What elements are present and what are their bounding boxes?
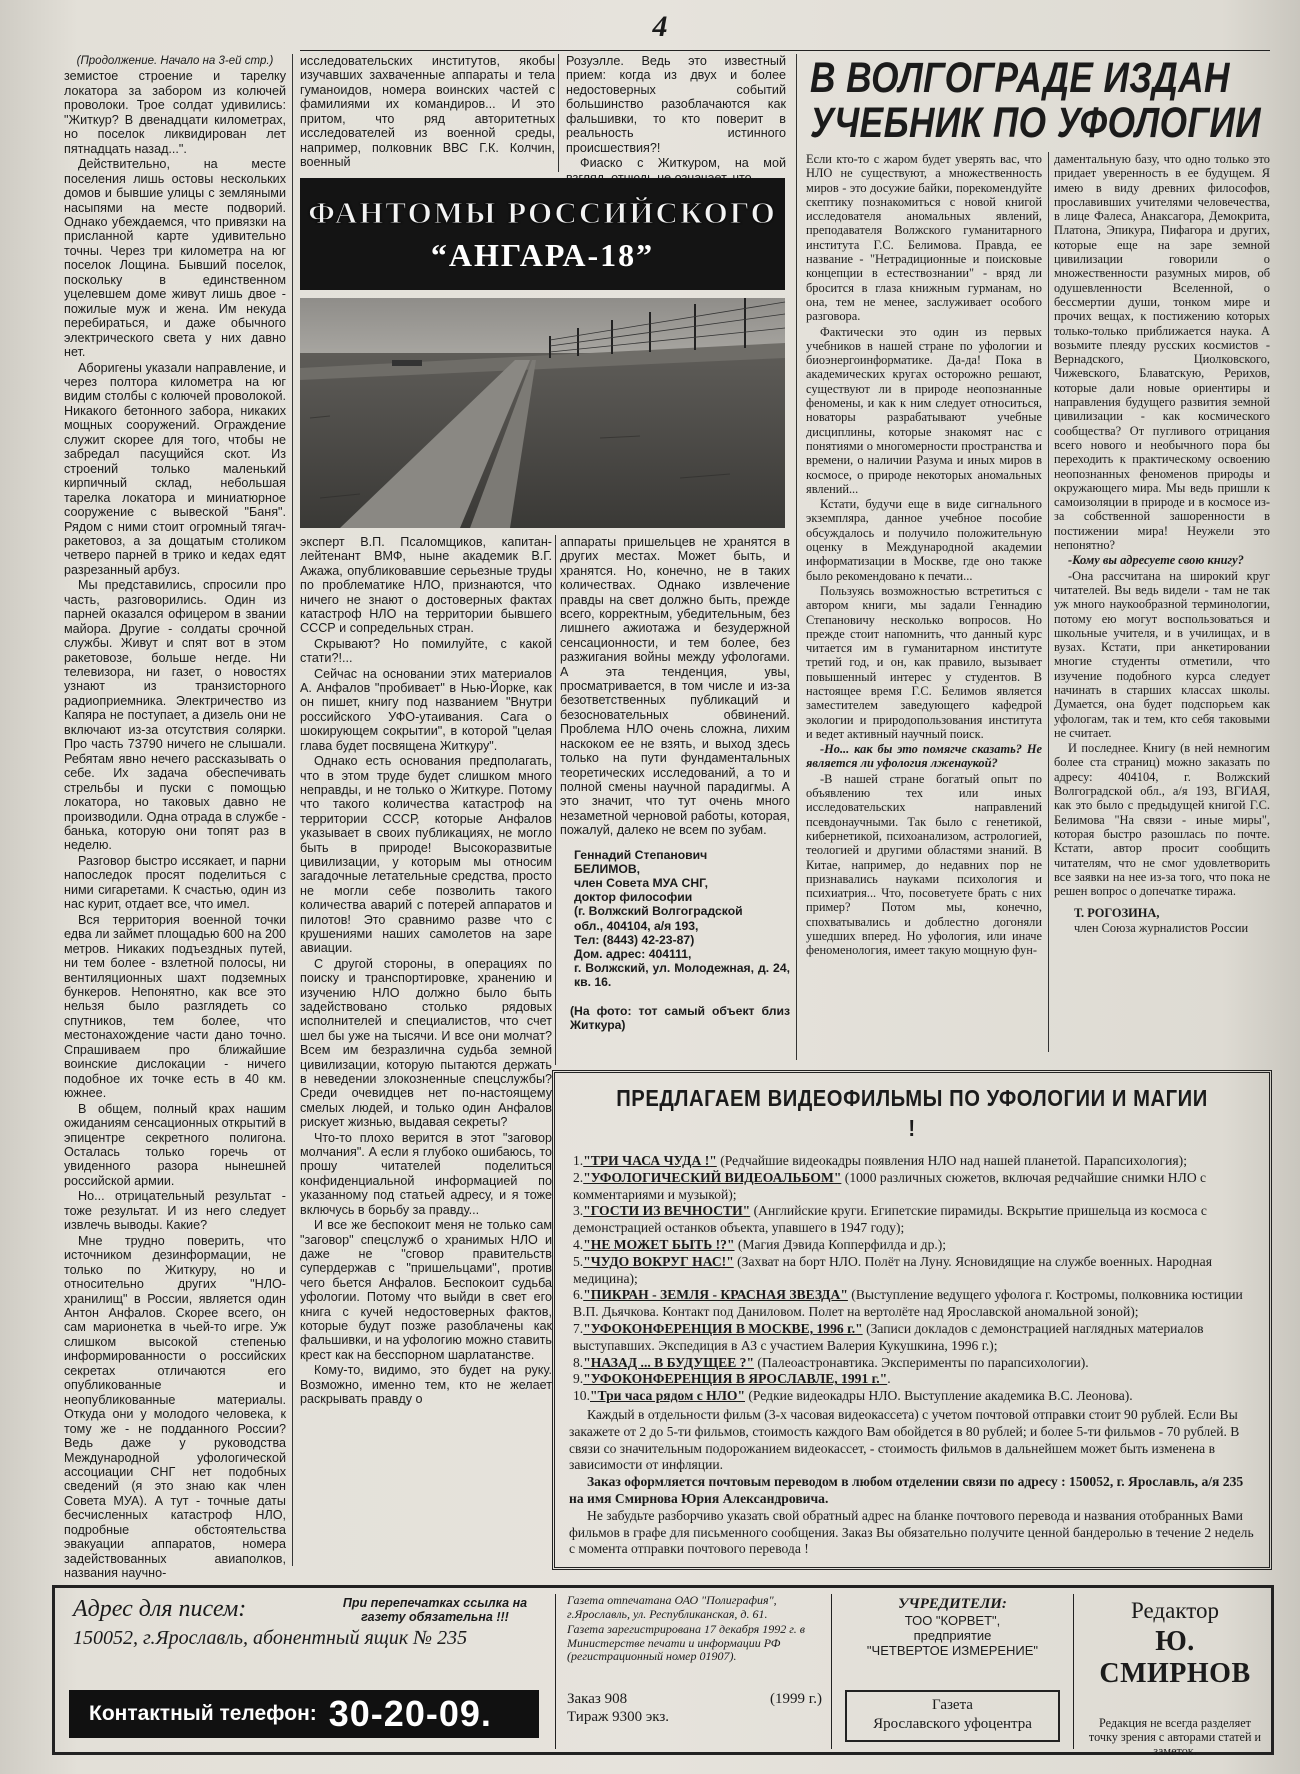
phone-label: Контактный телефон: [89,1702,317,1725]
paragraph: В общем, полный крах нашим ожиданиям сенсационных открытий в эпицентре секретного полигона. Осталась только горечь от увиденного разора нынешней российской армии. [64,1101,286,1188]
signature-line: Тел: (8443) 42-23-87) [574,932,695,947]
printed-at: Газета отпечатана ОАО "Полиграфия", г.Ярославль, ул. Республиканская, д. 61. [567,1593,777,1621]
paragraph: даментальную базу, что одно только это придает уверенность в ее будущем. Я имею в виду древних философов, прославивших учителями человечества, в лице Фалеса, Анаксагора, Демокрита, Платона, Эпикура, Пифагора и других, которые еще на заре земной цивилизации говорили о множественности разумных миров, об одушевленности Вселенной, о бессмертии души, тонком мире и прочих вещах, к постижению которых только-только приближается наука. А возьмите плеяду русских космистов - Вернадского, Циолковского, Чижевского, Блаватскую, Рерихов, которые дали новые ориентиры и направления будущего развития земной цивилизации - как космического сообщества? От пугливого отрицания всего нового и необычного пора бы переходить к практическому освоению неопознанных феноменов природы и окружающего мира. Мы ведь пришли к самоизоляции в природе и в космосе из-за собственной зашоренности в постижении мира! Неужели это непонятно? [1054,152,1270,553]
film-title: "ГОСТИ ИЗ ВЕЧНОСТИ" [583,1203,751,1219]
paragraph: -Она рассчитана на широкий круг читателей. Вы ведь видели - там не так уж много наукообразной терминологии, потому ею могут воспользоваться и школьные учителя, и в училищах, и в вузах. Кстати, при анкетировании многие студенты отметили, что изучение подобного курса следует начинать в старших классах школы. Думается, она будет подспорьем как уфологам, так и тем, кто себя таковыми не считает. [1054,568,1270,740]
paragraph: исследовательских институтов, якобы изучавших захваченные аппараты и тела гуманоидов, номера воинских частей с фамилиями их командиров... И это притом, что ряд авторитетных исследователей из военной среды, например, полковник ВВС Г.К. Колчин, военный [300,54,555,170]
film-list [569,1153,1255,1405]
paragraph: Действительно, на месте поселения лишь остовы нескольких домов и бывшие улицы с земляными насыпями на месте подворий. Однако убеждаемся, что привязки на присланной карте удивительно точны. Через три километра на юг поселок Лощина. Бывший поселок, поскольку в единственном уцелевшем доме живут лишь двое - пожилые муж и жена. Им некуда перебираться, и даже обычного электрического света у них давно нет. [64,157,286,360]
film-description: (Магия Дэвида Копперфилда и др.); [734,1236,947,1252]
founders-title: УЧРЕДИТЕЛИ: [898,1596,1007,1612]
paragraph: Скрывают? Но помилуйте, с какой стати?!... [300,636,552,666]
paragraph: Разговор быстро иссякает, и парни напоследок просят поделиться с ними сигаретами. К счастью, один из нас курит, отдает все, что имел. [64,853,286,912]
founder-line: "ЧЕТВЕРТОЕ ИЗМЕРЕНИЕ" [866,1643,1039,1658]
paragraph: С другой стороны, в операциях по поиску и транспортировке, хранению и изучению НЛО должно было быть задействовано столько рядовых исполнителей и специалистов, что счет шел бы уже на тысячи. И все они молчат? Всем им безразлична судьба земной цивилизации, которую пытаются держать в неведении злокозненные спецслужбы? Среди очевидцев нет по-настоящему смелых людей, и только один Анфалов рискует жизнью, выдавая секреты? [300,956,552,1130]
film-item [569,1237,1255,1254]
column-rule [796,54,797,1060]
film-description: (Выступление ведущего уфолога г. Костромы, полковника юстиции В.П. Дьячкова. Контакт под Даниловом. Полет на вертолёте над Ярославской аномальной зоной); [573,1287,1243,1320]
film-description: (Редкие видеокадры НЛО. Выступление академика В.С. Леонова). [745,1388,1133,1404]
gazeta-box [845,1690,1060,1742]
paragraph: Мне трудно поверить, что источником дезинформации, не только по Житкуру, но и относительно других "НЛО-хранилищ" в России, является один Антон Анфалов. Скорее всего, он сам марионетка в чьей-то игре. Уж слишком высокой степенью информированности о российских секретах отличаются его опубликованные и неопубликованные материалы. Откуда они у молодого человека, к тому же - не подданного России? Ведь даже у руководства Международной уфологической ассоциации СНГ нет подобных сведений (я это знаю как член Совета МУА). А тут - точные даты бесчисленных катастроф НЛО, подробные обстоятельства эвакуации аппаратов, номера задействованных авиаполков, названия научно- [64,1233,286,1581]
paragraph: Сейчас на основании этих материалов А. Анфалов "пробивает" в Нью-Йорке, как он пишет, книгу под названием "Внутри российского УФО-утаивания. Сага о шокирующем сокрытии", в которой "целая глава будет посвящена Житкуру". [300,666,552,753]
article-column-3 [560,535,790,1055]
film-description: (Редчайшие видеокадры появления НЛО над нашей планетой. Парапсихология); [716,1153,1187,1168]
film-item [569,1287,1255,1321]
film-title: "УФОКОНФЕРЕНЦИЯ В ЯРОСЛАВЛЕ, 1991 г." [583,1371,888,1387]
film-description: (Записи докладов с демонстрацией наглядных материалов выступавших. Экспедиция в АЗ с участием Валерия Кукушкина, 1996 г.); [573,1320,1204,1353]
textbook-headline [810,54,1262,151]
circulation: Тираж 9300 экз. [567,1709,670,1725]
author-signature [560,848,790,990]
film-item [569,1254,1255,1288]
film-number: 2. [573,1169,584,1185]
signature-line: обл., 404104, а/я 193, [574,918,699,933]
headline-line-1: В ВОЛГОГРАДЕ ИЗДАН [810,54,1230,102]
phone-bar [69,1690,539,1738]
field-fence-image [300,298,785,528]
film-title: "ЧУДО ВОКРУГ НАС!" [583,1253,734,1269]
signature-line: Геннадий Степанович [574,847,708,862]
textbook-column-1 [806,152,1042,1057]
paragraph: Что-то плохо верится в этот "заговор молчания". А если я глубоко ошибаюсь, то прошу читателей поделиться конфиденциальной информацией по указанному под статьей адресу, и я тоже включусь в борьбу за правду... [300,1130,552,1217]
film-item [569,1388,1255,1405]
paragraph: Фактически это один из первых учебников в нашей стране по уфологии и биоэнергоинформатике. Да-да! Пока в академических кругах осторожно решают, существуют ли в природе неопознанные феномены, и как к ним следует относиться, новаторы разрабатывают учебные дисциплины, которые знакомят нас с понятиями о многомерности пространства и времени, о наличии Разума и иных миров в космосе, о природе некоторых аномальных явлений... [806,324,1042,496]
film-description: (1000 различных сюжетов, включая редчайшие снимки НЛО с комментариями и музыкой); [573,1169,1207,1202]
editorial-disclaimer: Редакция не всегда разделяет точку зрения с авторами статей и заметок. [1088,1716,1262,1758]
film-description: (Английские круги. Египетские пирамиды. Вскрытие пришельца из космоса с демонстрацией останков объекта, упавшего в 1947 году); [573,1203,1207,1236]
paragraph: Мы представились, спросили про часть, разговорились. Один из парней оказался офицером в звании майора. Другие - солдаты срочной службы. Живут и спят вот в этом ракетовозе, больше негде. Ни телевизора, ни газет, о новостях узнают из транзисторного радиоприемника. Электричество из Капяра не поступает, а дизель они не включают из-за отсутствия солярки. Про часть 73790 ничего не слышали. Ребятам явно нечего рассказывать о себе. Их задача обеспечивать стрельбы и пуски с помощью локатора, но таковых давно не производили. Одна отрада в службе - банька, которую они топят раз в неделю. [64,578,286,853]
founder-line: предприятие [913,1628,992,1643]
headline-line-2: УЧЕБНИК ПО УФОЛОГИИ [810,99,1262,147]
film-item [569,1355,1255,1372]
paragraph: Пользуясь возможностью встретиться с автором книги, мы задали Геннадию Степановичу несколько вопросов. Но прежде стоит напомнить, что данный курс читается им в гуманитарном институте третий год, и он, как правило, вызывает повышенный интерес у студентов. В настоящее время Г.С. Белимов является заместителем заведующего кафедрой экологии и природопользования института и ведет активный научный поиск. [806,583,1042,741]
film-item [569,1153,1255,1170]
column-rule [1048,152,1049,1052]
author-byline [1054,906,1270,935]
film-title: "НАЗАД ... В БУДУЩЕЕ ?" [583,1354,755,1370]
order-info [567,1690,822,1726]
paragraph: И все же беспокоит меня не только сам "заговор" спецслужб о хранимых НЛО и даже не "сговор правительств супердержав с "пришельцами", против чего бьется Анфалов. Беспокоит судьба уфологии. Потому что выйди в свет его книга с кучей недостоверных фактов, которые будут позже разоблачены как фальшивки, и на уфологию можно ставить крест как на бесспорном шарлатанстве. [300,1218,552,1362]
film-number: 10. [573,1388,590,1404]
column-rule [292,54,293,1566]
film-description: . [887,1371,891,1387]
film-item [569,1321,1255,1355]
author-name: Т. РОГОЗИНА, [1074,906,1160,921]
registration-info: Газета зарегистрирована 17 декабря 1992 г. в Министерстве печати и информации РФ (регистрационный номер 01907). [567,1622,805,1664]
paragraph: Кому-то, видимо, это будет на руку. Возможно, именно тем, кто не желает раскрывать правду о [300,1363,552,1406]
paragraph: эксперт В.П. Псаломщиков, капитан-лейтенант ВМФ, ныне академик В.Г. Ажажа, опубликовавшие серьезные труды по проблематике НЛО, признаются, что ничего не знают о достоверных фактах катастроф НЛО на территории бывшего СССР и сопредельных стран. [300,535,552,636]
film-item [569,1203,1255,1237]
editor-block [1085,1598,1265,1758]
paragraph: Розуэлле. Ведь это известный прием: когда из двух и более недостоверных событий большинство разоблачаются как фальшивки, то кто поверит в реальность истинного происшествия?! [566,54,786,155]
editor-name: Ю. СМИРНОВ [1099,1626,1251,1689]
headline-line-1: ФАНТОМЫ РОССИЙСКОГО [308,194,777,230]
article-column-2-top [300,54,555,172]
column-rule [555,535,556,1065]
advert-title: ПРЕДЛАГАЕМ ВИДЕОФИЛЬМЫ ПО УФОЛОГИИ И МАГИИ ! [616,1085,1208,1141]
gazeta-line: Газета [932,1697,973,1713]
question: -Но... как бы это помягче сказать? Не является ли уфология лженаукой? [806,742,1042,771]
video-films-advert [552,1070,1272,1570]
film-number: 8. [573,1354,584,1370]
paragraph: Но... отрицательный результат - тоже результат. И из него следует извлечь выводы. Какие? [64,1189,286,1233]
order-row [567,1690,822,1708]
film-title: "ТРИ ЧАСА ЧУДА !" [583,1153,717,1168]
film-number: 7. [573,1320,584,1336]
address-title: Адрес для писем: [73,1596,247,1622]
signature-line: г. Волжский, ул. Молодежная, д. 24, кв. 16. [574,961,790,990]
footer-divider [555,1594,556,1749]
film-title: "УФОЛОГИЧЕСКИЙ ВИДЕОАЛЬБОМ" [583,1169,842,1185]
author-title: член Союза журналистов России [1074,920,1249,935]
masthead-footer [52,1585,1274,1758]
paragraph: Аборигены указали направление, и через полтора километра на юг видим столбы с колючей проволокой. Никакого бетонного забора, никаких мощных сооружений. Ограждение служит скорее для того, чтобы не забредал пасущийся скот. Из строений только маленький кирпичный склад, небольшая тарелка локатора и миниатюрное сооружение с вывеской "Баня". Рядом с ними стоит огромный тягач-ракетовоз, а за дощатым столиком четверо парней в трико и кедах едят разрезанный арбуз. [64,360,286,577]
film-title: "НЕ МОЖЕТ БЫТЬ !?" [583,1236,735,1252]
footer-divider [1073,1594,1074,1749]
order-terms: Заказ оформляется почтовым переводом в любом отделении связи по адресу : 150052, г. Ярославль, а/я 235 на имя Смирнова Юрия Александровича. [569,1474,1244,1506]
top-rule [300,50,1270,51]
paragraph: Фиаско с Житкуром, на мой [580,156,786,171]
paragraph: Вся территория военной точки едва ли займет площадью 600 на 200 метров. Никаких подъездных путей, ни тем более - взлетной полосы, ни вентиляционных шахт подземных бункеров. Непонятно, как все это нельзя было разглядеть со спутников, тем более, что местонахождение части дано точно. Спрашиваем про ближайшие воинские дислокации - ничего подобное их точке есть в 40 км. южнее. [64,912,286,1101]
order-number: Заказ 908 [567,1691,628,1707]
phone-number: 30-20-09. [328,1693,492,1734]
article-column-2 [300,535,552,1565]
film-title: "УФОКОНФЕРЕНЦИЯ В МОСКВЕ, 1996 г." [583,1320,863,1336]
continued-note: (Продолжение. Начало на 3-ей стр.) [76,55,274,67]
film-description: (Палеоастронавтика. Эксперименты по парапсихологии). [754,1354,1089,1370]
paragraph: -В нашей стране богатый опыт по объявлению тех или иных исследовательских направлений псевдонаучными. Так было с генетикой, кибернетикой, психоанализом, астрологией, теологией и другими областями знаний. В Китае, например, до недавних пор не признавались науками психология и психиатрия... Что, посоветуете брать с них пример? Потом мы, конечно, спохватывались и доблестно догоняли ушедших вперед. Но уфология, или иначе феноменология, имеет такую мощную фун- [806,771,1042,958]
textbook-column-2 [1054,152,1270,1057]
film-number: 4. [573,1236,584,1252]
headline-banner [300,178,785,290]
paragraph: Однако есть основания предполагать, что в этом труде будет слишком много неправды, и не только о Житкуре. Потому что такого количества катастроф на территории СССР, которые Анфалов указывает в своих публикациях, не могло быть в природе! Высокоразвитые цивилизации, у которым мы относим загадочные летательные средства, просто не могли себе позволить такого количества аварий с потерей аппаратов и пилотов! Это сравнимо разве что с крушениями наших самолетов на заре авиации. [300,754,552,956]
photo-caption: (На фото: тот самый объект близ Житкура) [570,1003,790,1032]
paragraph: аппараты пришельцев не хранятся в других местах. Может быть, и хранятся. Но, конечно, не в таких количествах. Однако извлечение правды на свет должно быть, прежде всего, корректным, убедительным, без лишнего ажиотажа и безудержной сенсационности, и тем более, без разжигания войны между уфологами. А эта тенденция, увы, просматривается, в том числе и из-за безответственных публикаций и безосновательных обвинений. Проблема НЛО очень сложна, лихим наскоком ее не взять, и выход здесь только на пути фундаментальных теоретических исследований, а то и полной смены научной парадигмы. А это значит, что тут очень много незаметной черновой работы, которая, пожалуй, далеко не всем по зубам. [560,535,790,838]
page-number: 4 [652,10,668,43]
headline-line-2: “АНГАРА-18” [430,236,655,273]
film-number: 9. [573,1371,584,1387]
film-number: 5. [573,1253,584,1269]
signature-line: Дом. адрес: 404111, [574,946,692,961]
signature-line: БЕЛИМОВ, [574,861,641,876]
film-number: 1. [573,1153,584,1168]
paragraph: Если кто-то с жаром будет уверять вас, что НЛО не существуют, а множественность миров - это досужие байки, порекомендуйте скептику познакомиться с новой книгой исследователя аномальных явлений, преподавателя Волжского гуманитарного института Г.С. Белимова. Правда, ее название - "Нетрадиционные и поисковые концепции в естествознании" - вряд ли бросится в глаза книжным гурманам, но она, тем не менее, заслуживает особого разговора. [806,152,1042,324]
founders-block [840,1596,1065,1658]
film-title: "Три часа рядом с НЛО" [590,1388,745,1404]
gazeta-line: Ярославского уфоцентра [873,1716,1032,1732]
film-title: "ПИКРАН - ЗЕМЛЯ - КРАСНАЯ ЗВЕЗДА" [583,1287,848,1303]
paragraph: Кстати, будучи еще в виде сигнального экземпляра, данное учебное пособие обсуждалось и получило положительную оценку в Международной академии информатизации в Москве, где оно также было рекомендовано к печати... [806,497,1042,583]
reminder: Не забудьте разборчиво указать свой обратный адрес на бланке почтового перевода и названия отобранных Вами фильмов в графе для письменного сообщения. Заказ Вы обязательно получите ценной бандеролью в течение 2 недель с момента отправки почтового перевода ! [569,1507,1254,1557]
footer-divider [831,1594,832,1749]
print-info [567,1594,822,1664]
issue-year: (1999 г.) [770,1691,822,1707]
film-number: 3. [573,1203,584,1219]
paragraph: И последнее. Книгу (в ней немногим более ста страниц) можно заказать по адресу: 404104, г. Волжский Волгоградской обл., а/я 193, ВГИАЯ, как это было с предыдущей книгой Г.С. Белимова "На связи - иные миры", которая быстро разошлась по почте. Кстати, автор просит сообщить читателям, что не смог удовлетворить все заявки на нее из-за того, что пока не решен вопрос о допечатке тиража. [1054,741,1270,899]
film-item [569,1371,1255,1388]
signature-line: (г. Волжский Волгоградской [574,904,743,919]
film-item [569,1170,1255,1204]
column-rule [558,54,559,172]
price-terms: Каждый в отдельности фильм (3-х часовая видеокассета) с учетом почтовой отправки стоит 90 рублей. Если Вы закажете от 2 до 5-ти фильмов, стоимость каждого Вам обойдется в 80 рублей; и более 5-ти фильмов - 70 рублей. В связи со значительным подорожанием видеокассет, - стоимость фильмов в дальнейшем может быть изменена в зависимости от инфляции. [569,1406,1240,1473]
film-number: 6. [573,1287,584,1303]
question: -Кому вы адресуете свою книгу? [1068,553,1244,568]
article-column-3-top [566,54,786,172]
reprint-note: При перепечатках ссылка на газету обязательна !!! [342,1596,528,1624]
signature-line: член Совета МУА СНГ, [574,875,709,890]
article-column-1 [64,54,286,1581]
paragraph: земистое строение и тарелку локатора за забором из колючей проволоки. Трое солдат удивились: "Житкур? В двенадцати километрах, но поселок ликвидирован лет пятнадцать назад...". [64,69,286,156]
mail-address: 150052, г.Ярославль, абонентный ящик № 235 [73,1627,468,1649]
field-photo [300,298,785,528]
editor-title: Редактор [1131,1598,1219,1623]
film-description: (Захват на борт НЛО. Полёт на Луну. Ясновидящие на службе военных. Народная медицина); [573,1253,1212,1286]
founder-line: ТОО "КОРВЕТ", [904,1613,1001,1628]
signature-line: доктор философии [574,890,693,905]
